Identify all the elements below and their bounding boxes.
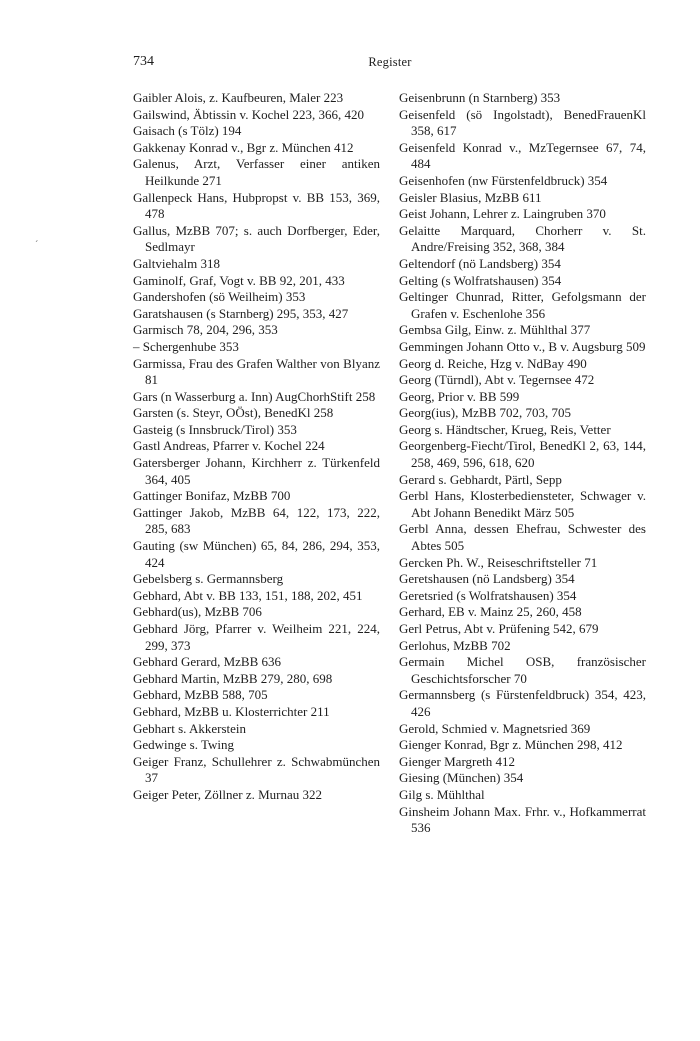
index-entry: Geiger Peter, Zöllner z. Murnau 322 bbox=[133, 786, 323, 802]
index-entry: Gebhard(us), MzBB 706 bbox=[133, 604, 262, 620]
index-entry: Gebhard, Abt v. BB 133, 151, 188, 202, 451 bbox=[133, 587, 363, 603]
index-entry: Gienger Margreth 412 bbox=[399, 753, 516, 769]
index-entry: Germannsberg (s Fürstenfeldbruck) 354, 423, 426 bbox=[399, 687, 646, 719]
index-entry: Gakkenay Konrad v., Bgr z. München 412 bbox=[133, 139, 354, 155]
index-entry: Geltinger Chunrad, Ritter, Gefolgsmann der Grafen v. Eschenlohe 356 bbox=[399, 289, 646, 321]
index-entry: Geisenbrunn (n Starnberg) 353 bbox=[399, 90, 561, 105]
index-column-left bbox=[133, 90, 380, 804]
index-entry: Galtviehalm 318 bbox=[133, 255, 221, 271]
index-entry: Garmissa, Frau des Grafen Walther von Blyanz 81 bbox=[133, 355, 380, 388]
index-entry: Galenus, Arzt, Verfasser einer antiken Heilkunde 271 bbox=[133, 156, 380, 188]
index-entry: Geisler Blasius, MzBB 611 bbox=[399, 189, 542, 205]
page-header bbox=[133, 54, 647, 74]
index-entry: Gercken Ph. W., Reiseschriftsteller 71 bbox=[399, 554, 598, 570]
index-entry: Georg, Prior v. BB 599 bbox=[399, 388, 520, 404]
index-entry: Geisenfeld (sö Ingolstadt), BenedFrauenKl 358, 617 bbox=[399, 106, 646, 139]
index-entry: Garsten (s. Steyr, OÖst), BenedKl 258 bbox=[133, 405, 334, 421]
running-title: Register bbox=[368, 55, 412, 69]
index-entry: Gembsa Gilg, Einw. z. Mühlthal 377 bbox=[399, 322, 591, 338]
index-entry: Giesing (München) 354 bbox=[399, 770, 524, 786]
index-entry: Georg d. Reiche, Hzg v. NdBay 490 bbox=[399, 355, 587, 371]
index-entry: Gebhard Gerard, MzBB 636 bbox=[133, 654, 282, 670]
index-entry: Gebhard Martin, MzBB 279, 280, 698 bbox=[133, 670, 333, 686]
index-entry: Geisenhofen (nw Fürstenfeldbruck) 354 bbox=[399, 172, 608, 188]
index-entry: Gerbl Hans, Klosterbediensteter, Schwager v. Abt Johann Benedikt März 505 bbox=[399, 488, 646, 520]
index-entry: Gaminolf, Graf, Vogt v. BB 92, 201, 433 bbox=[133, 272, 345, 288]
index-entry: Geretsried (s Wolfratshausen) 354 bbox=[399, 587, 577, 603]
index-entry: Germain Michel OSB, französischer Geschichtsforscher 70 bbox=[399, 654, 646, 686]
index-entry: Gatersberger Johann, Kirchherr z. Türkenfeld 364, 405 bbox=[133, 455, 380, 487]
index-entry: Gerard s. Gebhardt, Pärtl, Sepp bbox=[399, 471, 562, 487]
index-entry: Geiger Franz, Schullehrer z. Schwabmünchen 37 bbox=[133, 753, 380, 786]
index-entry: Geist Johann, Lehrer z. Laingruben 370 bbox=[399, 206, 606, 222]
index-entry: Gallenpeck Hans, Hubpropst v. BB 153, 369, 478 bbox=[133, 189, 380, 222]
index-entry: Geltendorf (nö Landsberg) 354 bbox=[399, 255, 561, 271]
index-entry: Gailswind, Äbtissin v. Kochel 223, 366, 420 bbox=[133, 106, 364, 122]
index-entry: Georg(ius), MzBB 702, 703, 705 bbox=[399, 405, 572, 421]
index-entry: Gauting (sw München) 65, 84, 286, 294, 353, 424 bbox=[133, 538, 380, 570]
index-entry: Gasteig (s Innsbruck/Tirol) 353 bbox=[133, 421, 297, 437]
index-entry: Gandershofen (sö Weilheim) 353 bbox=[133, 289, 306, 305]
index-entry: Gelting (s Wolfratshausen) 354 bbox=[399, 272, 562, 288]
index-entry: Gerlohus, MzBB 702 bbox=[399, 637, 511, 653]
index-entry: Garmisch 78, 204, 296, 353 bbox=[133, 322, 278, 338]
index-entry: Gerold, Schmied v. Magnetsried 369 bbox=[399, 720, 591, 736]
index-entry: Geisenfeld Konrad v., MzTegernsee 67, 74, 484 bbox=[399, 139, 646, 172]
index-entry: Gebhart s. Akkerstein bbox=[133, 720, 247, 736]
index-entry: Georg (Türndl), Abt v. Tegernsee 472 bbox=[399, 372, 595, 388]
index-entry: Gebhard, MzBB 588, 705 bbox=[133, 687, 268, 703]
index-entry: Gerbl Anna, dessen Ehefrau, Schwester des Abtes 505 bbox=[399, 521, 646, 554]
stray-mark: ˊ bbox=[35, 240, 39, 251]
index-entry: Gelaitte Marquard, Chorherr v. St. Andre/Freising 352, 368, 384 bbox=[399, 222, 646, 255]
index-entry: Gilg s. Mühlthal bbox=[399, 786, 485, 802]
index-entry: Gebhard, MzBB u. Klosterrichter 211 bbox=[133, 703, 330, 719]
page-number: 734 bbox=[133, 54, 154, 69]
index-entry: Gemmingen Johann Otto v., B v. Augsburg 509 bbox=[399, 338, 646, 354]
index-entry: Gienger Konrad, Bgr z. München 298, 412 bbox=[399, 737, 623, 753]
index-entry: Gattinger Jakob, MzBB 64, 122, 173, 222, 285, 683 bbox=[133, 504, 380, 537]
index-entry: Geretshausen (nö Landsberg) 354 bbox=[399, 571, 575, 587]
index-entry: Gedwinge s. Twing bbox=[133, 737, 235, 753]
index-entry: – Schergenhube 353 bbox=[133, 338, 239, 354]
index-entry: Gebelsberg s. Germannsberg bbox=[133, 571, 284, 587]
index-entry: Gebhard Jörg, Pfarrer v. Weilheim 221, 224, 299, 373 bbox=[133, 621, 380, 653]
index-entry: Ginsheim Johann Max. Frhr. v., Hofkammerrat 536 bbox=[399, 803, 646, 836]
index-entry: Gastl Andreas, Pfarrer v. Kochel 224 bbox=[133, 438, 325, 454]
index-entry: Georg s. Händtscher, Krueg, Reis, Vetter bbox=[399, 421, 611, 437]
index-entry: Gars (n Wasserburg a. Inn) AugChorhStift 258 bbox=[133, 388, 376, 404]
index-column-right bbox=[399, 90, 646, 837]
index-entry: Gerl Petrus, Abt v. Prüfening 542, 679 bbox=[399, 621, 599, 636]
index-entry: Georgenberg-Fiecht/Tirol, BenedKl 2, 63, 144, 258, 469, 596, 618, 620 bbox=[399, 438, 646, 471]
index-entry: Gattinger Bonifaz, MzBB 700 bbox=[133, 488, 291, 504]
index-entry: Garatshausen (s Starnberg) 295, 353, 427 bbox=[133, 305, 349, 321]
index-entry: Gerhard, EB v. Mainz 25, 260, 458 bbox=[399, 604, 582, 620]
index-entry: Gaisach (s Tölz) 194 bbox=[133, 123, 242, 139]
index-entry: Gaibler Alois, z. Kaufbeuren, Maler 223 bbox=[133, 90, 344, 105]
index-entry: Gallus, MzBB 707; s. auch Dorfberger, Eder, Sedlmayr bbox=[133, 222, 380, 255]
